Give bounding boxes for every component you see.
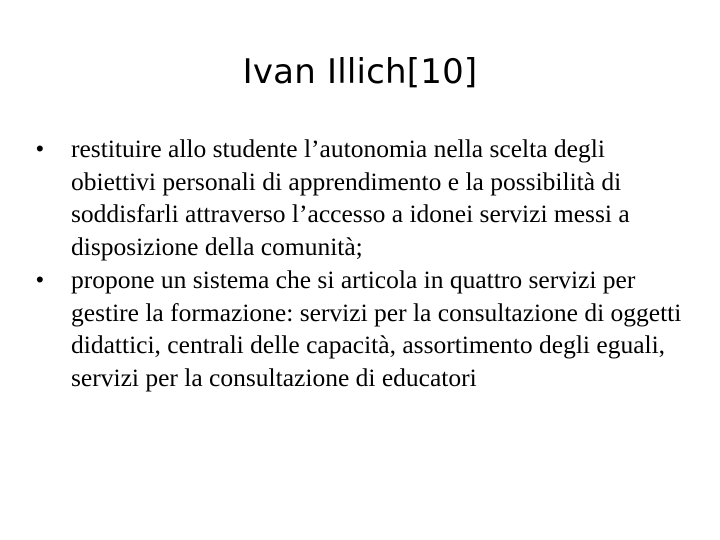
bullet-marker: • [36,136,44,161]
bullet-item-servizi [36,264,686,395]
bullet-list [36,133,686,395]
bullet-text: propone un sistema che si articola in quattro servizi per gestire la formazione: servizi per la consultazione di oggetti didattici, centrali delle capacità, assortimento degli eguali, servizi per la consultazione di educatori [71,264,682,392]
bullet-marker: • [36,266,44,292]
bullet-item-autonomia [36,133,686,264]
slide-title: Ivan Illich[10] [242,52,478,92]
bullet-text: restituire allo studente l’autonomia nella scelta degli obiettivi personali di apprendimento e la possibilità di soddisfarli attraverso l’accesso a idonei servizi messi a disposizione della comunità; [71,134,630,262]
